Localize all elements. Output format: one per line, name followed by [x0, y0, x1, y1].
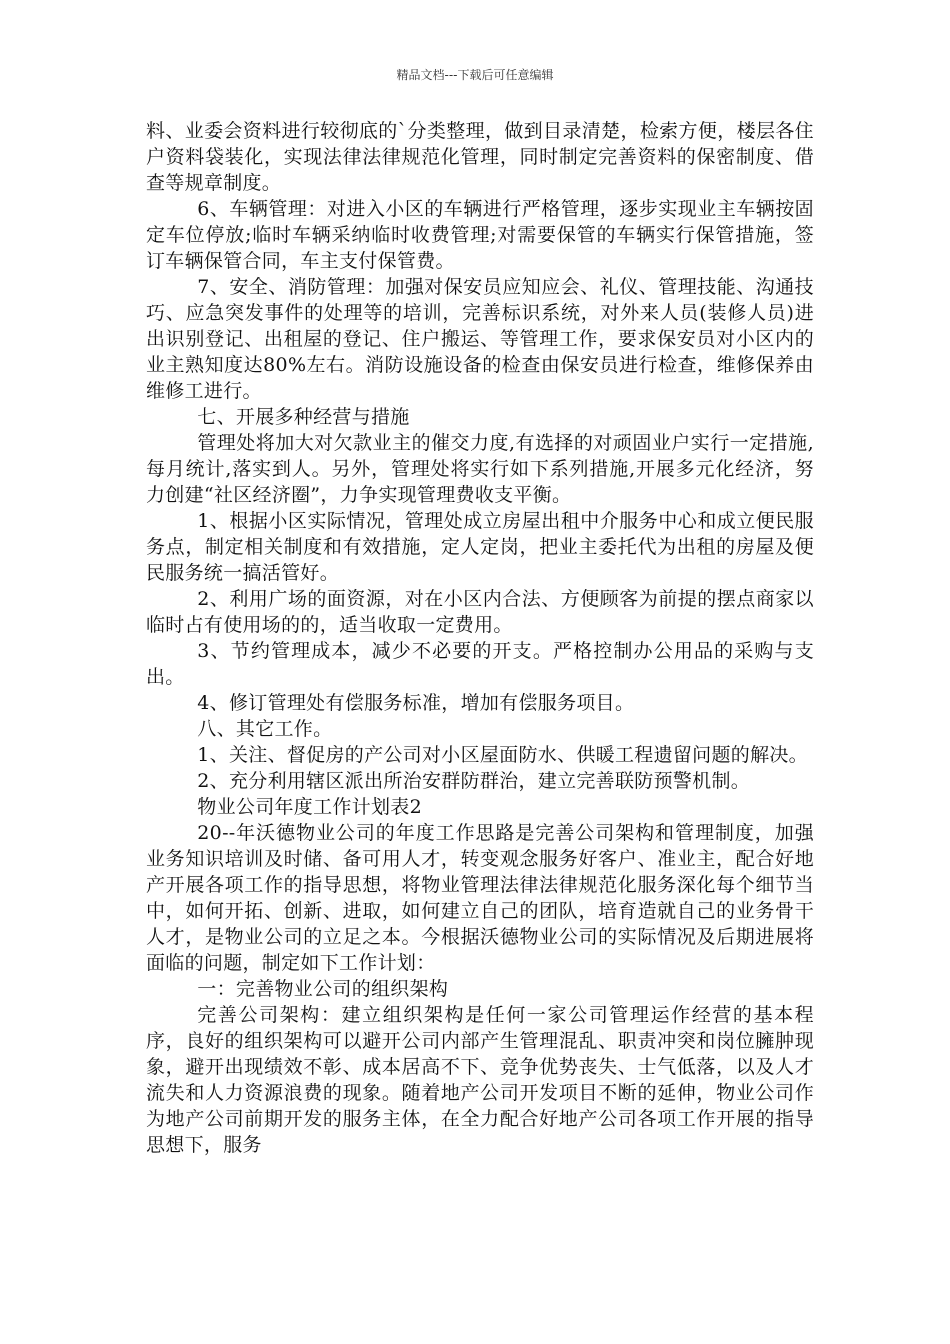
paragraph-annual-plan: 20--年沃德物业公司的年度工作思路是完善公司架构和管理制度，加强业务知识培训及时储、备可用人才，转变观念服务好客户、准业主，配合好地产开展各项工作的指导思想，将物业管理法律法律规范化服务深化每个细节当中，如何开拓、创新、进取，如何建立自己的团队，培育造就自己的业务骨干人才，是物业公司的立足之本。今根据沃德物业公司的实际情况及后期进展将面临的问题，制定如下工作计划： [146, 822, 814, 974]
document-body [146, 118, 814, 1158]
section-heading-8: 八、其它工作。 [197, 718, 333, 740]
paragraph-vehicle-management: 6、车辆管理：对进入小区的车辆进行严格管理，逐步实现业主车辆按固定车位停放;临时车辆采纳临时收费管理;对需要保管的车辆实行保管措施，签订车辆保管合同，车主支付保管费。 [146, 198, 814, 272]
paragraph-item-3: 3、节约管理成本，减少不必要的开支。严格控制办公用品的采购与支出。 [146, 640, 814, 688]
paragraph-item-1: 1、根据小区实际情况，管理处成立房屋出租中介服务中心和成立便民服务点，制定相关制度和有效措施，定人定岗，把业主委托代为出租的房屋及便民服务统一搞活管好。 [146, 510, 814, 584]
paragraph-other-1: 1、关注、督促房的产公司对小区屋面防水、供暖工程遗留问题的解决。 [197, 744, 808, 766]
paragraph-org-structure: 完善公司架构：建立组织架构是任何一家公司管理运作经营的基本程序，良好的组织架构可以避开公司内部产生管理混乱、职责冲突和岗位臃肿现象，避开出现绩效不彰、成本居高不下、竞争优势丧失、士气低落，以及人才流失和人力资源浪费的现象。随着地产公司开发项目不断的延伸，物业公司作为地产公司前期开发的服务主体，在全力配合好地产公司各项工作开展的指导思想下，服务 [146, 1004, 814, 1156]
paragraph-arrears: 管理处将加大对欠款业主的催交力度,有选择的对顽固业户实行一定措施,每月统计,落实到人。另外，管理处将实行如下系列措施,开展多元化经济，努力创建“社区经济圈”，力争实现管理费收支平衡。 [146, 432, 814, 506]
page-header: 精品文档---下载后可任意编辑 [396, 68, 554, 82]
paragraph-other-2: 2、充分利用辖区派出所治安群防群治，建立完善联防预警机制。 [197, 770, 751, 792]
paragraph-continuation: 料、业委会资料进行较彻底的`分类整理，做到目录清楚，检索方便，楼层各住户资料袋装化，实现法律法律规范化管理，同时制定完善资料的保密制度、借查等规章制度。 [146, 120, 814, 194]
paragraph-security-fire: 7、安全、消防管理：加强对保安员应知应会、礼仪、管理技能、沟通技巧、应急突发事件的处理等的培训，完善标识系统，对外来人员(装修人员)进出识别登记、出租屋的登记、住户搬运、等管理工作，要求保安员对小区内的业主熟知度达80%左右。消防设施设备的检查由保安员进行检查，维修保养由维修工进行。 [146, 276, 814, 402]
paragraph-item-4: 4、修订管理处有偿服务标准，增加有偿服务项目。 [197, 692, 635, 714]
section-heading-7: 七、开展多种经营与措施 [197, 406, 410, 428]
section-heading-1: 一：完善物业公司的组织架构 [197, 978, 449, 1000]
document-subtitle: 物业公司年度工作计划表2 [197, 796, 422, 818]
paragraph-item-2: 2、利用广场的面资源，对在小区内合法、方便顾客为前提的摆点商家以临时占有使用场的的，适当收取一定费用。 [146, 588, 814, 636]
